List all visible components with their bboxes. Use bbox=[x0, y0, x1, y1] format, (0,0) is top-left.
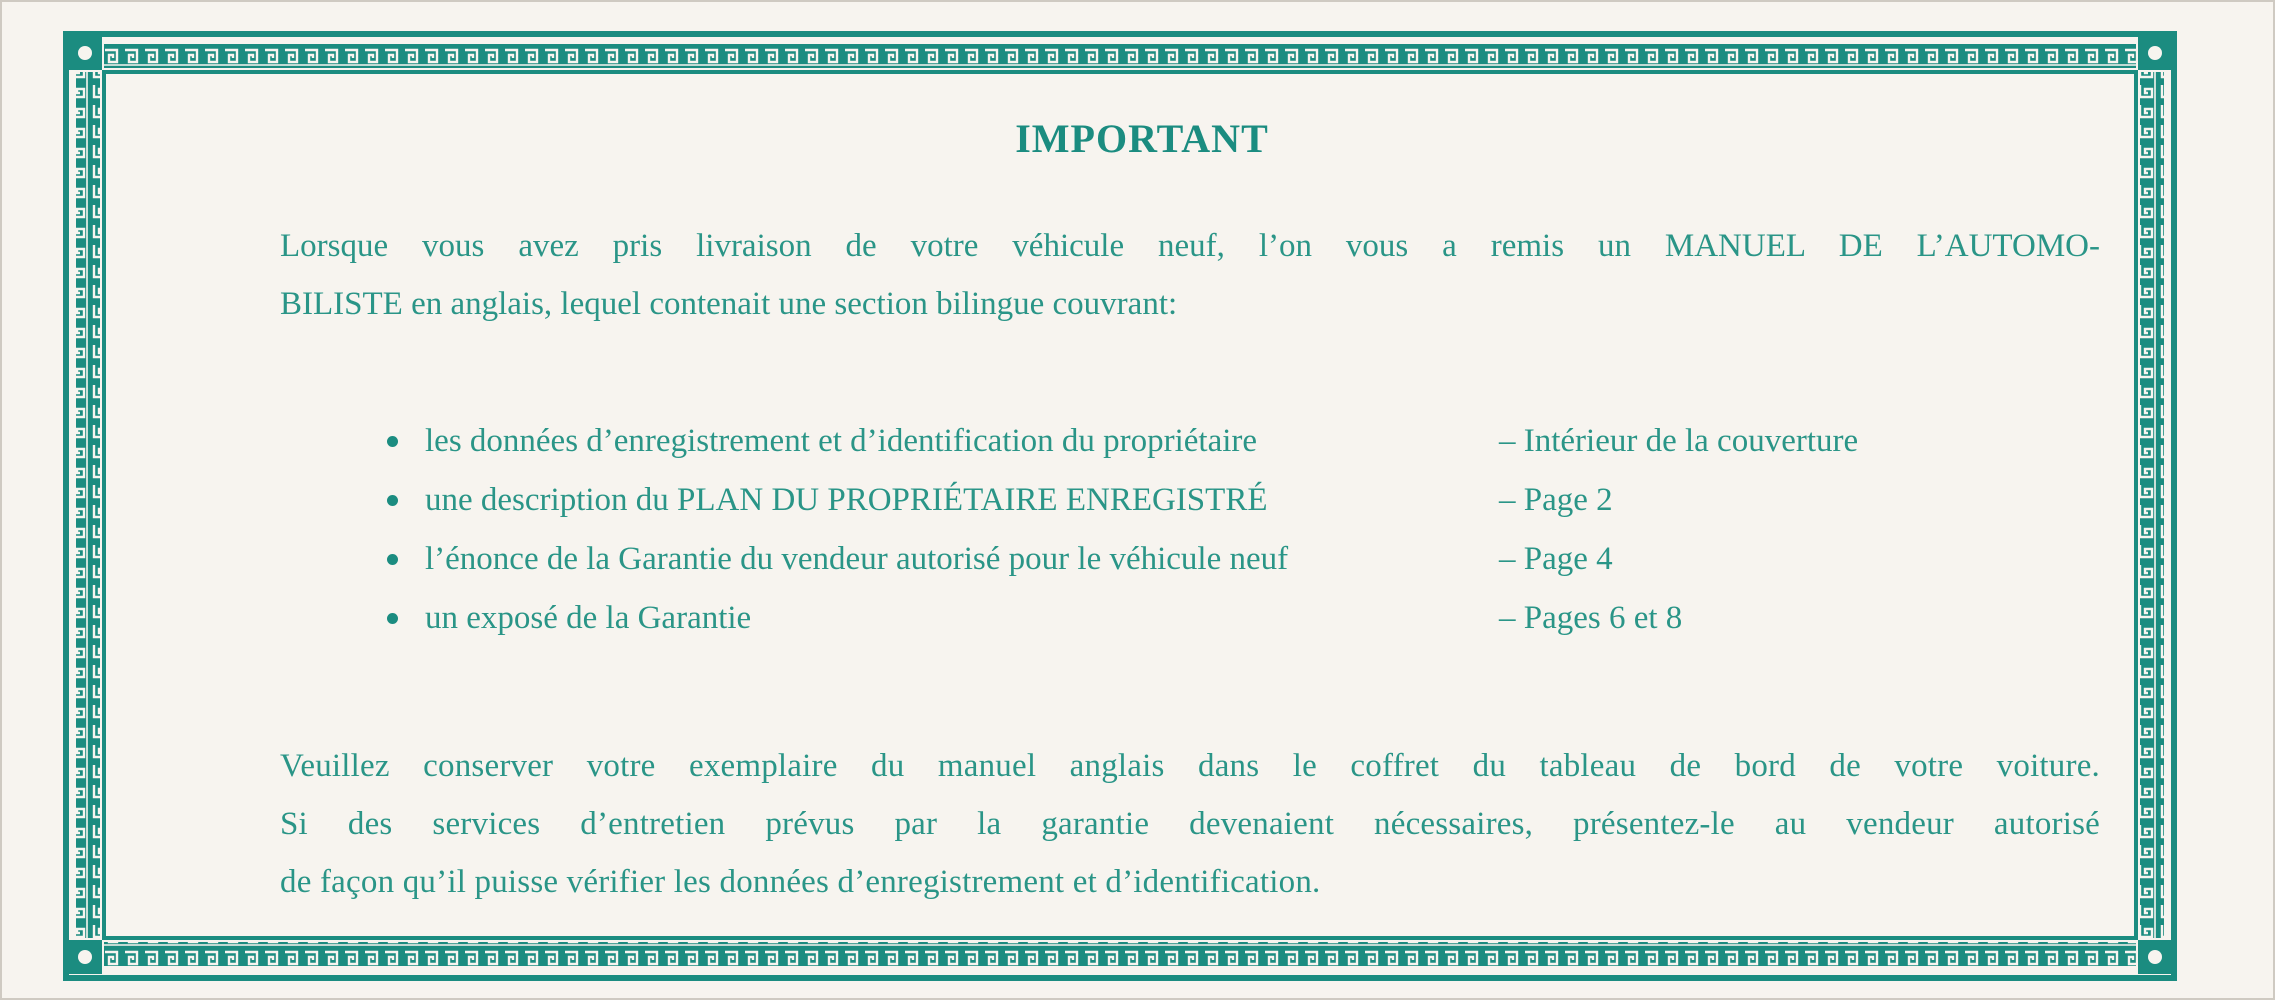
dot-icon bbox=[78, 46, 92, 60]
list-item bbox=[387, 530, 2107, 589]
document-content bbox=[122, 97, 2162, 917]
section-list bbox=[387, 412, 2107, 648]
list-item bbox=[387, 471, 2107, 530]
dot-icon bbox=[2148, 46, 2162, 60]
page-title: IMPORTANT bbox=[1015, 116, 1269, 161]
list-item-reference: – Page 2 bbox=[1499, 482, 1613, 518]
bullet-icon bbox=[387, 613, 398, 624]
list-item-text: une description du PLAN DU PROPRIÉTAIRE ENREGISTRÉ bbox=[425, 482, 1268, 518]
list-item-text: les données d’enregistrement et d’identification du propriétaire bbox=[425, 423, 1258, 459]
closing-paragraph bbox=[280, 737, 2100, 911]
list-item bbox=[387, 589, 2107, 648]
intro-paragraph bbox=[280, 217, 2100, 333]
closing-line: Veuillez conserver votre exemplaire du manuel anglais dans le coffret du tableau de bord de votre voiture. bbox=[280, 748, 2100, 784]
list-item bbox=[387, 412, 2107, 471]
list-item-reference: – Intérieur de la couverture bbox=[1499, 423, 1859, 459]
bullet-icon bbox=[387, 436, 398, 447]
dot-icon bbox=[2148, 950, 2162, 964]
closing-line: Si des services d’entretien prévus par la garantie devenaient nécessaires, présentez-le au vendeur autorisé bbox=[280, 806, 2100, 842]
bullet-icon bbox=[387, 554, 398, 565]
list-item-reference: – Page 4 bbox=[1499, 541, 1613, 577]
dot-icon bbox=[78, 950, 92, 964]
closing-line: de façon qu’il puisse vérifier les données d’enregistrement et d’identification. bbox=[280, 864, 1321, 900]
intro-line: BILISTE en anglais, lequel contenait une section bilingue couvrant: bbox=[280, 286, 1178, 322]
list-item-text: l’énonce de la Garantie du vendeur autorisé pour le véhicule neuf bbox=[425, 541, 1289, 577]
bullet-icon bbox=[387, 495, 398, 506]
intro-line: Lorsque vous avez pris livraison de votre véhicule neuf, l’on vous a remis un MANUEL DE L’AUTOMO- bbox=[280, 228, 2100, 264]
list-item-text: un exposé de la Garantie bbox=[425, 600, 752, 636]
list-item-reference: – Pages 6 et 8 bbox=[1499, 600, 1683, 636]
